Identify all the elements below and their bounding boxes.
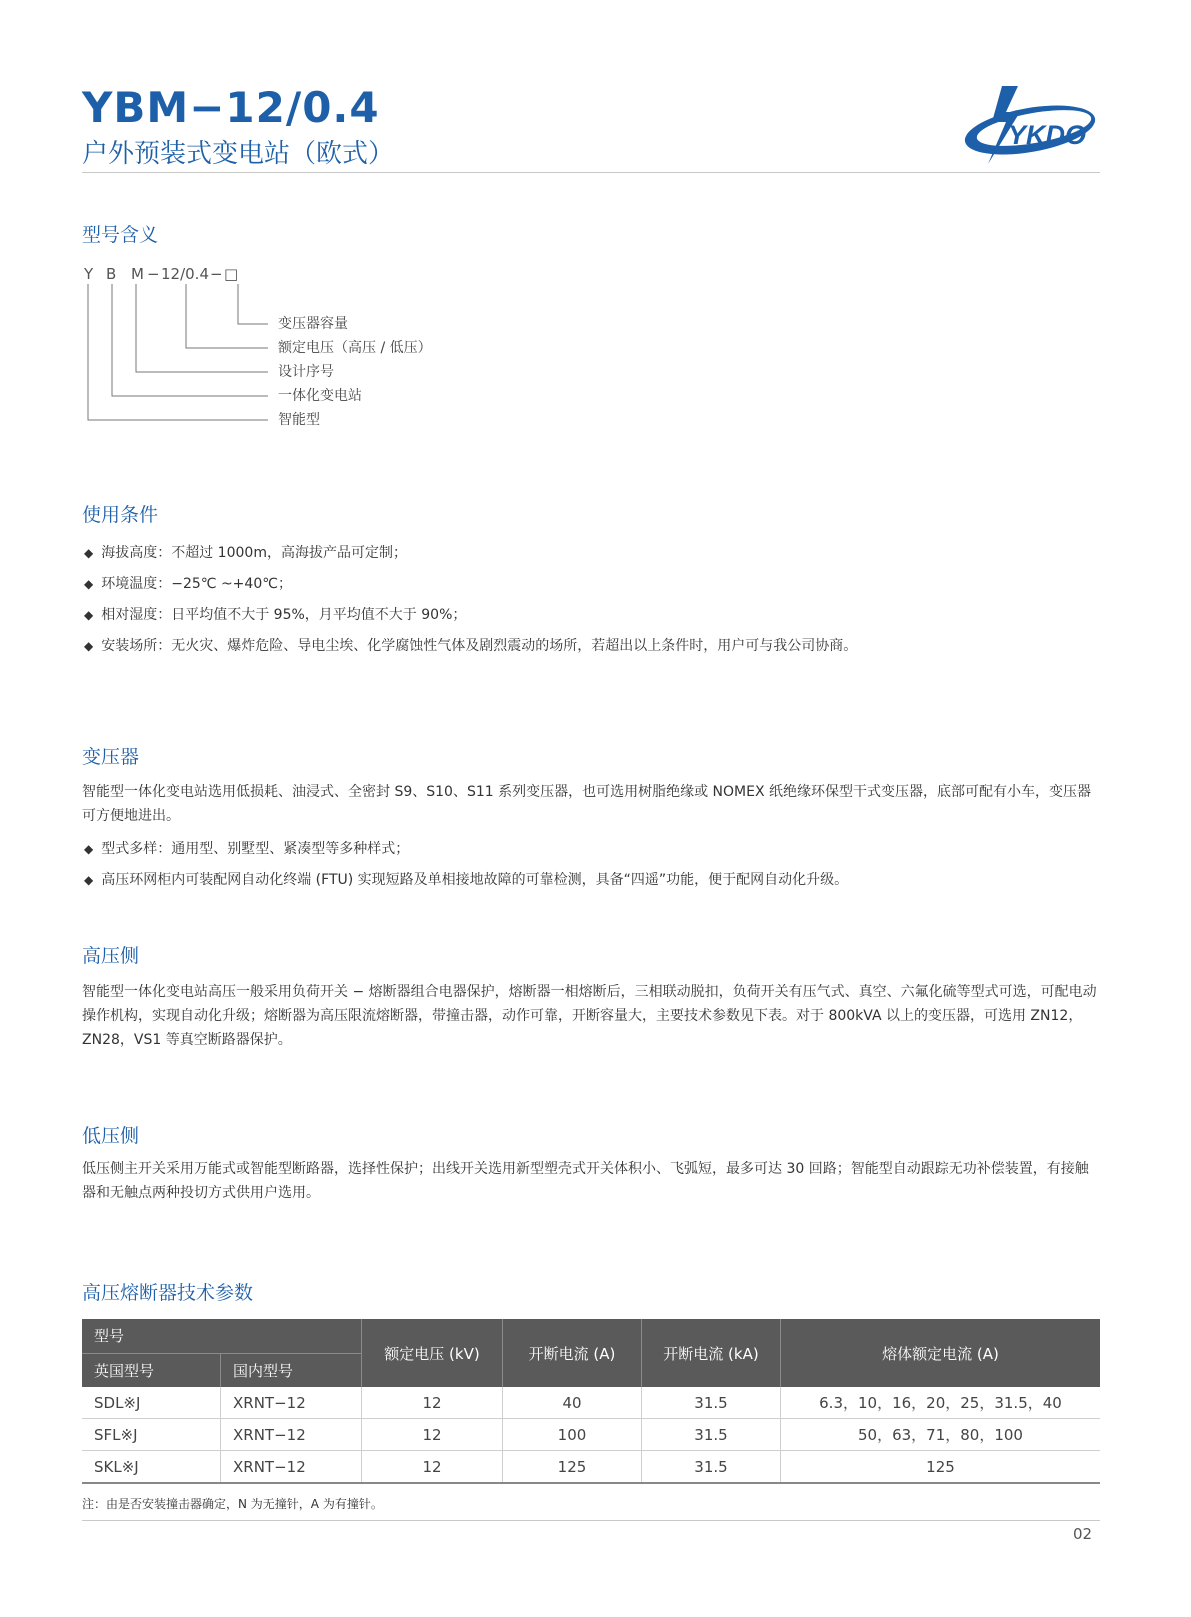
section-title-high-voltage: 高压侧 bbox=[82, 945, 140, 967]
table-row bbox=[82, 1387, 1100, 1419]
section-title-transformer: 变压器 bbox=[82, 746, 140, 768]
code-part-y: Y bbox=[84, 265, 94, 283]
low-voltage-paragraph: 低压侧主开关采用万能式或智能型断路器，选择性保护；出线开关选用新型塑壳式开关体积小、飞弧短，最多可达 30 回路；智能型自动跟踪无功补偿装置，有接触器和无触点两种投切方式供用户选用。 bbox=[82, 1161, 1089, 1201]
cell-rated-voltage: 12 bbox=[362, 1451, 503, 1484]
table-header-uk-model: 英国型号 bbox=[82, 1353, 221, 1387]
cell-rated-voltage: 12 bbox=[362, 1419, 503, 1451]
diamond-bullet-icon: ◆ bbox=[84, 546, 94, 560]
model-meaning-leader-lines bbox=[0, 0, 300, 440]
meaning-intelligent-type: 智能型 bbox=[278, 412, 320, 428]
cell-domestic-model: XRNT−12 bbox=[221, 1451, 362, 1484]
table-note: 注：由是否安装撞击器确定，N 为无撞针，A 为有撞针。 bbox=[82, 1497, 383, 1511]
meaning-rated-voltage: 额定电压（高压 / 低压） bbox=[278, 340, 432, 356]
meaning-integrated-substation: 一体化变电站 bbox=[278, 388, 362, 404]
cell-breaking-current-ka: 31.5 bbox=[642, 1419, 781, 1451]
cell-domestic-model: XRNT−12 bbox=[221, 1419, 362, 1451]
footer-divider bbox=[82, 1520, 1100, 1521]
company-logo bbox=[958, 82, 1098, 168]
transformer-bullet: ◆ 高压环网柜内可装配网自动化终端 (FTU) 实现短路及单相接地故障的可靠检测，具备“四遥”功能，便于配网自动化升级。 bbox=[84, 872, 849, 888]
usage-bullet: ◆ 相对湿度：日平均值不大于 95%，月平均值不大于 90%； bbox=[84, 607, 467, 623]
code-part-voltage: 12/0.4 bbox=[161, 265, 209, 283]
usage-bullet: ◆ 安装场所：无火灾、爆炸危险、导电尘埃、化学腐蚀性气体及剧烈震动的场所，若超出以上条件时，用户可与我公司协商。 bbox=[84, 638, 858, 654]
meaning-design-serial: 设计序号 bbox=[278, 364, 334, 380]
page-number: 02 bbox=[1073, 1525, 1093, 1543]
table-header-model-group: 型号 bbox=[82, 1319, 362, 1353]
cell-breaking-current-ka: 31.5 bbox=[642, 1387, 781, 1419]
diamond-bullet-icon: ◆ bbox=[84, 639, 94, 653]
cell-domestic-model: XRNT−12 bbox=[221, 1387, 362, 1419]
diamond-bullet-icon: ◆ bbox=[84, 577, 94, 591]
cell-breaking-current-a: 100 bbox=[503, 1419, 642, 1451]
table-header-fuse-rated-current: 熔体额定电流 (A) bbox=[781, 1319, 1101, 1387]
cell-uk-model: SKL※J bbox=[82, 1451, 221, 1484]
diamond-bullet-icon: ◆ bbox=[84, 873, 94, 887]
page-subtitle: 户外预装式变电站（欧式） bbox=[82, 139, 395, 169]
table-header-domestic-model: 国内型号 bbox=[221, 1353, 362, 1387]
page-title: YBM−12/0.4 bbox=[82, 83, 380, 132]
table-header-breaking-current-ka: 开断电流 (kA) bbox=[642, 1319, 781, 1387]
section-title-low-voltage: 低压侧 bbox=[82, 1125, 140, 1147]
cell-fuse-rated-current: 6.3，10，16，20，25，31.5，40 bbox=[781, 1387, 1101, 1419]
cell-breaking-current-ka: 31.5 bbox=[642, 1451, 781, 1484]
table-row bbox=[82, 1451, 1100, 1484]
high-voltage-paragraph: 智能型一体化变电站高压一般采用负荷开关 − 熔断器组合电器保护，熔断器一相熔断后，三相联动脱扣，负荷开关有压气式、真空、六氟化硫等型式可选，可配电动操作机构，实现自动化升级；熔断器为高压限流熔断器，带撞击器，动作可靠，开断容量大，主要技术参数见下表。对于 800kVA 以上的变压器，可选用 ZN12， ZN28，VS1 等真空断路器保护。 bbox=[82, 984, 1097, 1048]
cell-fuse-rated-current: 125 bbox=[781, 1451, 1101, 1484]
section-title-fuse-table: 高压熔断器技术参数 bbox=[82, 1282, 254, 1304]
table-row bbox=[82, 1419, 1100, 1451]
cell-rated-voltage: 12 bbox=[362, 1387, 503, 1419]
table-header-rated-voltage: 额定电压 (kV) bbox=[362, 1319, 503, 1387]
code-dash-1: − bbox=[147, 265, 160, 283]
code-part-m: M bbox=[131, 265, 144, 283]
diamond-bullet-icon: ◆ bbox=[84, 608, 94, 622]
cell-breaking-current-a: 40 bbox=[503, 1387, 642, 1419]
transformer-bullet: ◆ 型式多样：通用型、别墅型、紧凑型等多种样式； bbox=[84, 841, 410, 857]
meaning-capacity: 变压器容量 bbox=[278, 316, 348, 332]
transformer-paragraph: 智能型一体化变电站选用低损耗、油浸式、全密封 S9、S10、S11 系列变压器，也可选用树脂绝缘或 NOMEX 纸绝缘环保型干式变压器，底部可配有小车，变压器可方便地进出。 bbox=[82, 784, 1092, 824]
logo-text: YKDO bbox=[1008, 120, 1087, 150]
fuse-spec-table bbox=[82, 1319, 1100, 1484]
code-part-capacity: □ bbox=[224, 265, 239, 283]
section-title-model-meaning: 型号含义 bbox=[82, 224, 159, 246]
cell-uk-model: SDL※J bbox=[82, 1387, 221, 1419]
section-title-usage: 使用条件 bbox=[82, 504, 159, 526]
cell-fuse-rated-current: 50，63，71，80，100 bbox=[781, 1419, 1101, 1451]
table-header-breaking-current-a: 开断电流 (A) bbox=[503, 1319, 642, 1387]
code-part-b: B bbox=[106, 265, 117, 283]
cell-uk-model: SFL※J bbox=[82, 1419, 221, 1451]
code-dash-2: − bbox=[210, 265, 223, 283]
usage-bullet: ◆ 环境温度：−25℃ ~+40℃； bbox=[84, 576, 292, 592]
usage-bullet: ◆ 海拔高度：不超过 1000m，高海拔产品可定制； bbox=[84, 545, 407, 561]
cell-breaking-current-a: 125 bbox=[503, 1451, 642, 1484]
diamond-bullet-icon: ◆ bbox=[84, 842, 94, 856]
